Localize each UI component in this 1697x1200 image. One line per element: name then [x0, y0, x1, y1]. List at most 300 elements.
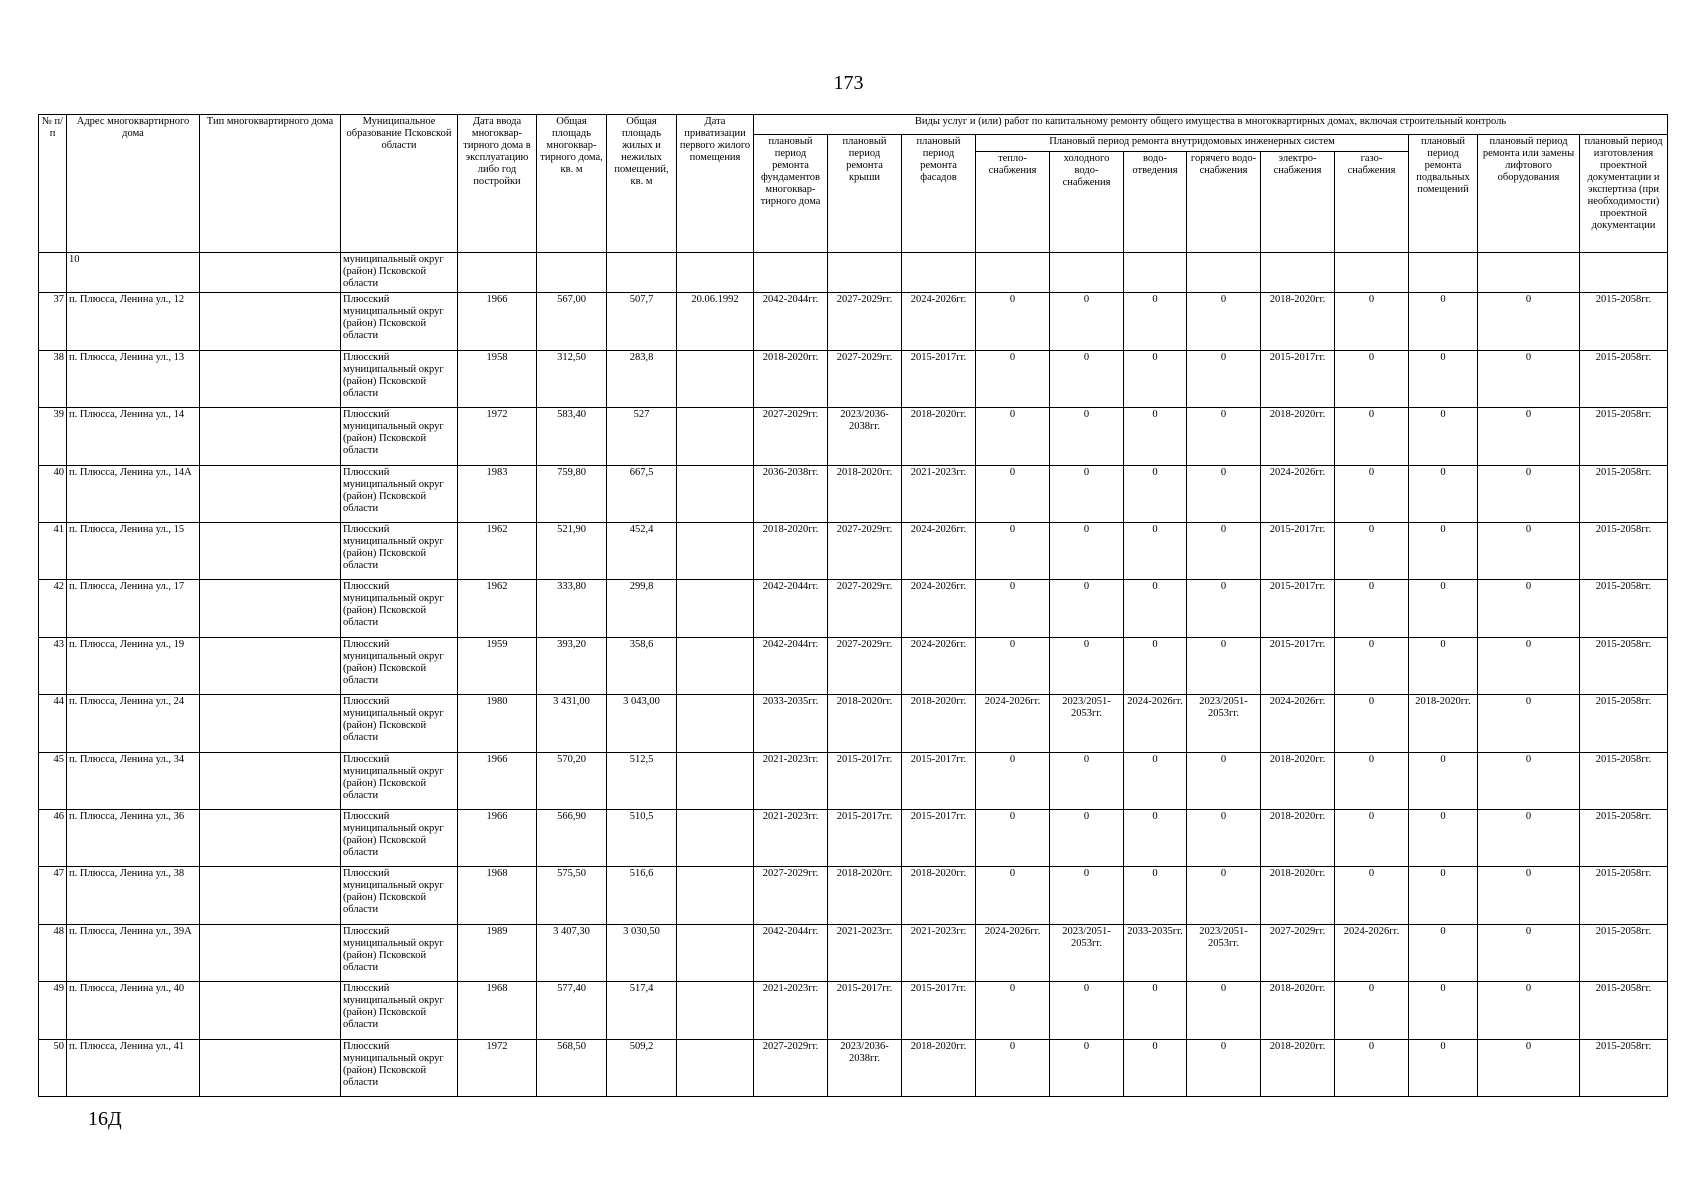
cell-facade: 2015-2017гг.	[902, 982, 976, 1039]
cell-sewage: 0	[1124, 1039, 1187, 1096]
cell-privatization	[677, 1039, 754, 1096]
cell-elevator: 0	[1478, 637, 1580, 694]
cell-foundation: 2027-2029гг.	[754, 1039, 828, 1096]
cell-sewage: 2024-2026гг.	[1124, 695, 1187, 752]
cell-sewage: 2033-2035гг.	[1124, 924, 1187, 981]
cell-gas: 0	[1335, 1039, 1409, 1096]
col-header-cold-water: холодного водо-снабжения	[1050, 152, 1124, 253]
cell-total-area: 567,00	[537, 293, 607, 350]
cell-roof: 2018-2020гг.	[828, 695, 902, 752]
cell-elevator: 0	[1478, 522, 1580, 579]
col-header-hot-water: горячего водо-снабжения	[1187, 152, 1261, 253]
cell-foundation: 2033-2035гг.	[754, 695, 828, 752]
cell-electric: 2027-2029гг.	[1261, 924, 1335, 981]
table-row	[39, 580, 1668, 637]
cell-address: п. Плюсса, Ленина ул., 40	[67, 982, 200, 1039]
cell-privatization	[677, 867, 754, 924]
cell-roof: 2015-2017гг.	[828, 809, 902, 866]
cell-num: 42	[39, 580, 67, 637]
col-header-elevator: плановый период ремонта или замены лифтового оборудования	[1478, 135, 1580, 253]
cell-hot-water: 0	[1187, 982, 1261, 1039]
cell-hot-water: 0	[1187, 752, 1261, 809]
cell-electric: 2015-2017гг.	[1261, 637, 1335, 694]
table-row	[39, 982, 1668, 1039]
cell-basement: 0	[1409, 408, 1478, 465]
cell-heat: 2024-2026гг.	[976, 695, 1050, 752]
cell-basement: 0	[1409, 637, 1478, 694]
col-header-facade: плановый период ремонта фасадов	[902, 135, 976, 253]
cell-address: п. Плюсса, Ленина ул., 17	[67, 580, 200, 637]
cell-privatization	[677, 752, 754, 809]
cell-foundation: 2021-2023гг.	[754, 809, 828, 866]
table-row	[39, 522, 1668, 579]
cell-elevator: 0	[1478, 752, 1580, 809]
cell-design: 2015-2058гг.	[1580, 408, 1668, 465]
cell-hot-water	[1187, 253, 1261, 293]
cell-num: 39	[39, 408, 67, 465]
cell-total-area: 566,90	[537, 809, 607, 866]
col-header-electric: электро-снабжения	[1261, 152, 1335, 253]
cell-design: 2015-2058гг.	[1580, 695, 1668, 752]
cell-municipality: Плюсский муниципальный округ (район) Псковской области	[341, 408, 458, 465]
cell-foundation: 2021-2023гг.	[754, 752, 828, 809]
cell-municipality: Плюсский муниципальный округ (район) Псковской области	[341, 867, 458, 924]
cell-type	[200, 350, 341, 407]
cell-elevator: 0	[1478, 350, 1580, 407]
cell-num: 44	[39, 695, 67, 752]
cell-year: 1968	[458, 982, 537, 1039]
cell-basement: 0	[1409, 924, 1478, 981]
cell-living-area: 452,4	[607, 522, 677, 579]
cell-cold-water: 0	[1050, 1039, 1124, 1096]
cell-year: 1983	[458, 465, 537, 522]
cell-electric: 2018-2020гг.	[1261, 809, 1335, 866]
cell-gas: 0	[1335, 982, 1409, 1039]
cell-municipality: Плюсский муниципальный округ (район) Псковской области	[341, 924, 458, 981]
cell-living-area: 527	[607, 408, 677, 465]
cell-cold-water: 0	[1050, 522, 1124, 579]
table-row	[39, 465, 1668, 522]
cell-year: 1962	[458, 580, 537, 637]
cell-num: 49	[39, 982, 67, 1039]
cell-hot-water: 0	[1187, 637, 1261, 694]
cell-foundation: 2042-2044гг.	[754, 580, 828, 637]
cell-basement	[1409, 253, 1478, 293]
cell-living-area: 512,5	[607, 752, 677, 809]
cell-electric: 2015-2017гг.	[1261, 350, 1335, 407]
cell-gas: 0	[1335, 350, 1409, 407]
cell-address: п. Плюсса, Ленина ул., 14	[67, 408, 200, 465]
cell-municipality: Плюсский муниципальный округ (район) Псковской области	[341, 982, 458, 1039]
cell-hot-water: 0	[1187, 522, 1261, 579]
cell-design: 2015-2058гг.	[1580, 350, 1668, 407]
cell-type	[200, 695, 341, 752]
table-row	[39, 350, 1668, 407]
cell-sewage	[1124, 253, 1187, 293]
cell-basement: 0	[1409, 867, 1478, 924]
cell-facade: 2024-2026гг.	[902, 637, 976, 694]
cell-sewage: 0	[1124, 580, 1187, 637]
cell-foundation: 2018-2020гг.	[754, 350, 828, 407]
cell-heat: 0	[976, 522, 1050, 579]
cell-facade: 2015-2017гг.	[902, 752, 976, 809]
cell-basement: 0	[1409, 809, 1478, 866]
cell-elevator: 0	[1478, 580, 1580, 637]
cell-total-area: 393,20	[537, 637, 607, 694]
cell-roof: 2027-2029гг.	[828, 522, 902, 579]
cell-electric: 2018-2020гг.	[1261, 867, 1335, 924]
cell-basement: 0	[1409, 1039, 1478, 1096]
col-header-privatization-date: Дата приватизации первого жилого помещения	[677, 115, 754, 253]
cell-design: 2015-2058гг.	[1580, 867, 1668, 924]
cell-total-area: 3 407,30	[537, 924, 607, 981]
cell-municipality: Плюсский муниципальный округ (район) Псковской области	[341, 809, 458, 866]
cell-roof: 2027-2029гг.	[828, 350, 902, 407]
cell-total-area: 312,50	[537, 350, 607, 407]
cell-roof: 2027-2029гг.	[828, 293, 902, 350]
cell-num: 47	[39, 867, 67, 924]
cell-gas: 0	[1335, 293, 1409, 350]
cell-num: 41	[39, 522, 67, 579]
cell-type	[200, 253, 341, 293]
col-header-living-area: Общая площадь жилых и нежилых помещений, кв. м	[607, 115, 677, 253]
cell-design: 2015-2058гг.	[1580, 637, 1668, 694]
cell-gas: 0	[1335, 408, 1409, 465]
cell-privatization	[677, 253, 754, 293]
cell-heat: 0	[976, 465, 1050, 522]
capital-repair-table	[38, 114, 1668, 1097]
cell-facade: 2024-2026гг.	[902, 522, 976, 579]
cell-foundation	[754, 253, 828, 293]
cell-roof: 2018-2020гг.	[828, 465, 902, 522]
cell-total-area: 568,50	[537, 1039, 607, 1096]
cell-basement: 0	[1409, 982, 1478, 1039]
cell-municipality: Плюсский муниципальный округ (район) Псковской области	[341, 580, 458, 637]
table-row	[39, 1039, 1668, 1096]
cell-foundation: 2042-2044гг.	[754, 637, 828, 694]
cell-type	[200, 809, 341, 866]
cell-privatization: 20.06.1992	[677, 293, 754, 350]
cell-roof: 2015-2017гг.	[828, 752, 902, 809]
cell-cold-water: 0	[1050, 809, 1124, 866]
cell-design: 2015-2058гг.	[1580, 809, 1668, 866]
col-header-municipality: Муниципальное образование Псковской области	[341, 115, 458, 253]
cell-foundation: 2042-2044гг.	[754, 924, 828, 981]
cell-gas: 0	[1335, 465, 1409, 522]
col-header-gas: газо-снабжения	[1335, 152, 1409, 253]
cell-hot-water: 0	[1187, 465, 1261, 522]
cell-design: 2015-2058гг.	[1580, 924, 1668, 981]
cell-roof: 2023/2036-2038гг.	[828, 1039, 902, 1096]
cell-cold-water: 0	[1050, 408, 1124, 465]
cell-elevator: 0	[1478, 293, 1580, 350]
cell-type	[200, 867, 341, 924]
cell-type	[200, 637, 341, 694]
cell-roof: 2021-2023гг.	[828, 924, 902, 981]
cell-address: п. Плюсса, Ленина ул., 39А	[67, 924, 200, 981]
cell-gas: 0	[1335, 809, 1409, 866]
cell-hot-water: 0	[1187, 809, 1261, 866]
cell-hot-water: 2023/2051-2053гг.	[1187, 924, 1261, 981]
cell-electric: 2018-2020гг.	[1261, 1039, 1335, 1096]
cell-gas: 0	[1335, 580, 1409, 637]
cell-privatization	[677, 637, 754, 694]
cell-hot-water: 0	[1187, 867, 1261, 924]
cell-cold-water: 0	[1050, 293, 1124, 350]
cell-year: 1966	[458, 293, 537, 350]
cell-living-area: 358,6	[607, 637, 677, 694]
cell-facade: 2018-2020гг.	[902, 408, 976, 465]
cell-cold-water: 0	[1050, 982, 1124, 1039]
cell-sewage: 0	[1124, 350, 1187, 407]
cell-roof: 2018-2020гг.	[828, 867, 902, 924]
cell-municipality: муниципальный округ (район) Псковской области	[341, 253, 458, 293]
cell-electric: 2024-2026гг.	[1261, 465, 1335, 522]
cell-basement: 0	[1409, 752, 1478, 809]
cell-hot-water: 0	[1187, 580, 1261, 637]
cell-total-area: 575,50	[537, 867, 607, 924]
cell-year: 1959	[458, 637, 537, 694]
cell-heat: 0	[976, 350, 1050, 407]
cell-living-area: 283,8	[607, 350, 677, 407]
cell-sewage: 0	[1124, 637, 1187, 694]
cell-address: п. Плюсса, Ленина ул., 19	[67, 637, 200, 694]
table-row	[39, 695, 1668, 752]
cell-type	[200, 408, 341, 465]
cell-living-area: 3 043,00	[607, 695, 677, 752]
cell-address: п. Плюсса, Ленина ул., 14А	[67, 465, 200, 522]
cell-year	[458, 253, 537, 293]
cell-num	[39, 253, 67, 293]
cell-hot-water: 0	[1187, 350, 1261, 407]
cell-hot-water: 2023/2051-2053гг.	[1187, 695, 1261, 752]
cell-year: 1972	[458, 408, 537, 465]
cell-facade	[902, 253, 976, 293]
cell-num: 45	[39, 752, 67, 809]
cell-address: п. Плюсса, Ленина ул., 12	[67, 293, 200, 350]
cell-privatization	[677, 695, 754, 752]
cell-address: п. Плюсса, Ленина ул., 41	[67, 1039, 200, 1096]
cell-cold-water: 0	[1050, 580, 1124, 637]
footer-code: 16Д	[88, 1108, 122, 1130]
cell-gas: 0	[1335, 522, 1409, 579]
cell-privatization	[677, 924, 754, 981]
cell-gas: 0	[1335, 695, 1409, 752]
cell-elevator: 0	[1478, 465, 1580, 522]
cell-sewage: 0	[1124, 408, 1187, 465]
cell-design: 2015-2058гг.	[1580, 580, 1668, 637]
cell-municipality: Плюсский муниципальный округ (район) Псковской области	[341, 695, 458, 752]
table-row	[39, 867, 1668, 924]
cell-privatization	[677, 809, 754, 866]
cell-cold-water: 0	[1050, 465, 1124, 522]
cell-cold-water: 2023/2051-2053гг.	[1050, 695, 1124, 752]
cell-type	[200, 293, 341, 350]
cell-sewage: 0	[1124, 809, 1187, 866]
cell-total-area	[537, 253, 607, 293]
cell-living-area: 507,7	[607, 293, 677, 350]
cell-type	[200, 465, 341, 522]
table-row-continued	[39, 253, 1668, 293]
cell-cold-water: 0	[1050, 752, 1124, 809]
cell-address: п. Плюсса, Ленина ул., 13	[67, 350, 200, 407]
cell-heat: 0	[976, 637, 1050, 694]
cell-facade: 2018-2020гг.	[902, 695, 976, 752]
cell-living-area	[607, 253, 677, 293]
cell-total-area: 577,40	[537, 982, 607, 1039]
col-header-basement: плановый период ремонта подвальных помещений	[1409, 135, 1478, 253]
cell-electric: 2018-2020гг.	[1261, 752, 1335, 809]
cell-address: п. Плюсса, Ленина ул., 24	[67, 695, 200, 752]
cell-heat: 0	[976, 293, 1050, 350]
cell-basement: 0	[1409, 522, 1478, 579]
cell-type	[200, 752, 341, 809]
cell-municipality: Плюсский муниципальный округ (район) Псковской области	[341, 752, 458, 809]
cell-year: 1968	[458, 867, 537, 924]
col-header-heat: тепло-снабжения	[976, 152, 1050, 253]
cell-elevator: 0	[1478, 982, 1580, 1039]
cell-foundation: 2042-2044гг.	[754, 293, 828, 350]
table-row	[39, 293, 1668, 350]
cell-total-area: 333,80	[537, 580, 607, 637]
cell-heat: 0	[976, 580, 1050, 637]
col-header-commission-date: Дата ввода многоквар-тирного дома в эксплуатацию либо год постройки	[458, 115, 537, 253]
col-header-works-group: Виды услуг и (или) работ по капитальному ремонту общего имущества в многоквартирных домах, включая строительный контроль	[754, 115, 1668, 135]
cell-municipality: Плюсский муниципальный округ (район) Псковской области	[341, 522, 458, 579]
cell-type	[200, 1039, 341, 1096]
cell-year: 1989	[458, 924, 537, 981]
cell-living-area: 516,6	[607, 867, 677, 924]
cell-cold-water	[1050, 253, 1124, 293]
cell-roof: 2015-2017гг.	[828, 982, 902, 1039]
cell-heat: 2024-2026гг.	[976, 924, 1050, 981]
cell-electric: 2015-2017гг.	[1261, 522, 1335, 579]
cell-privatization	[677, 465, 754, 522]
cell-roof: 2023/2036-2038гг.	[828, 408, 902, 465]
cell-gas: 2024-2026гг.	[1335, 924, 1409, 981]
cell-foundation: 2018-2020гг.	[754, 522, 828, 579]
cell-roof	[828, 253, 902, 293]
cell-year: 1962	[458, 522, 537, 579]
cell-type	[200, 982, 341, 1039]
cell-gas: 0	[1335, 637, 1409, 694]
cell-design: 2015-2058гг.	[1580, 293, 1668, 350]
cell-electric: 2015-2017гг.	[1261, 580, 1335, 637]
cell-elevator: 0	[1478, 809, 1580, 866]
col-header-num: № п/п	[39, 115, 67, 253]
cell-municipality: Плюсский муниципальный округ (район) Псковской области	[341, 1039, 458, 1096]
cell-num: 37	[39, 293, 67, 350]
cell-total-area: 759,80	[537, 465, 607, 522]
cell-foundation: 2027-2029гг.	[754, 867, 828, 924]
cell-hot-water: 0	[1187, 293, 1261, 350]
cell-privatization	[677, 408, 754, 465]
cell-basement: 0	[1409, 293, 1478, 350]
col-header-foundation: плановый период ремонта фундаментов многоквар-тирного дома	[754, 135, 828, 253]
cell-municipality: Плюсский муниципальный округ (район) Псковской области	[341, 293, 458, 350]
cell-num: 48	[39, 924, 67, 981]
cell-gas: 0	[1335, 752, 1409, 809]
cell-address: п. Плюсса, Ленина ул., 38	[67, 867, 200, 924]
cell-type	[200, 924, 341, 981]
cell-heat: 0	[976, 1039, 1050, 1096]
cell-heat	[976, 253, 1050, 293]
cell-num: 46	[39, 809, 67, 866]
table-row	[39, 809, 1668, 866]
col-header-systems-group: Плановый период ремонта внутридомовых инженерных систем	[976, 135, 1409, 152]
cell-address: п. Плюсса, Ленина ул., 15	[67, 522, 200, 579]
cell-type	[200, 580, 341, 637]
cell-address: 10	[67, 253, 200, 293]
cell-sewage: 0	[1124, 752, 1187, 809]
cell-elevator: 0	[1478, 867, 1580, 924]
cell-electric	[1261, 253, 1335, 293]
col-header-design: плановый период изготовления проектной документации и экспертиза (при необходимости) проектной документации	[1580, 135, 1668, 253]
cell-sewage: 0	[1124, 465, 1187, 522]
cell-num: 38	[39, 350, 67, 407]
cell-num: 43	[39, 637, 67, 694]
cell-design: 2015-2058гг.	[1580, 982, 1668, 1039]
cell-year: 1972	[458, 1039, 537, 1096]
table-header	[39, 115, 1668, 253]
cell-municipality: Плюсский муниципальный округ (район) Псковской области	[341, 637, 458, 694]
cell-facade: 2015-2017гг.	[902, 350, 976, 407]
table-row	[39, 637, 1668, 694]
cell-heat: 0	[976, 408, 1050, 465]
cell-num: 50	[39, 1039, 67, 1096]
cell-elevator: 0	[1478, 1039, 1580, 1096]
col-header-address: Адрес многоквартирного дома	[67, 115, 200, 253]
cell-elevator: 0	[1478, 695, 1580, 752]
table-row	[39, 408, 1668, 465]
cell-heat: 0	[976, 982, 1050, 1039]
cell-foundation: 2021-2023гг.	[754, 982, 828, 1039]
cell-cold-water: 0	[1050, 637, 1124, 694]
cell-sewage: 0	[1124, 293, 1187, 350]
cell-living-area: 510,5	[607, 809, 677, 866]
cell-design: 2015-2058гг.	[1580, 752, 1668, 809]
cell-privatization	[677, 580, 754, 637]
cell-privatization	[677, 982, 754, 1039]
cell-electric: 2018-2020гг.	[1261, 408, 1335, 465]
col-header-sewage: водо-отведения	[1124, 152, 1187, 253]
cell-type	[200, 522, 341, 579]
cell-living-area: 509,2	[607, 1039, 677, 1096]
cell-heat: 0	[976, 867, 1050, 924]
cell-heat: 0	[976, 752, 1050, 809]
cell-year: 1966	[458, 752, 537, 809]
cell-hot-water: 0	[1187, 408, 1261, 465]
cell-num: 40	[39, 465, 67, 522]
cell-gas: 0	[1335, 867, 1409, 924]
cell-electric: 2018-2020гг.	[1261, 293, 1335, 350]
cell-elevator	[1478, 253, 1580, 293]
cell-cold-water: 0	[1050, 350, 1124, 407]
cell-facade: 2021-2023гг.	[902, 924, 976, 981]
cell-living-area: 299,8	[607, 580, 677, 637]
cell-total-area: 521,90	[537, 522, 607, 579]
table-row	[39, 752, 1668, 809]
cell-municipality: Плюсский муниципальный округ (район) Псковской области	[341, 465, 458, 522]
col-header-type: Тип многоквартирного дома	[200, 115, 341, 253]
cell-elevator: 0	[1478, 408, 1580, 465]
cell-living-area: 3 030,50	[607, 924, 677, 981]
cell-facade: 2024-2026гг.	[902, 580, 976, 637]
cell-elevator: 0	[1478, 924, 1580, 981]
cell-design: 2015-2058гг.	[1580, 465, 1668, 522]
cell-basement: 2018-2020гг.	[1409, 695, 1478, 752]
cell-sewage: 0	[1124, 522, 1187, 579]
